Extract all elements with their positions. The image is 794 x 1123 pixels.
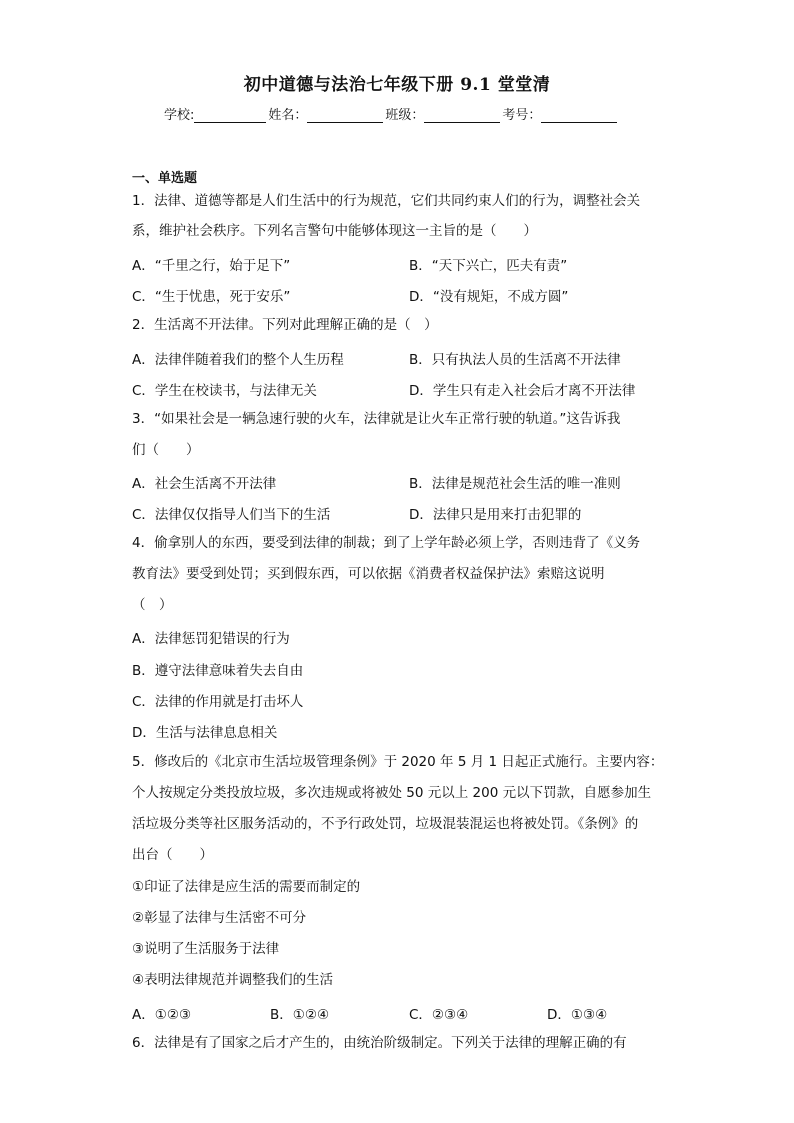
exam-number-label: 考号： <box>502 108 542 123</box>
q1-option-b[interactable]: B．“天下兴亡，匹夫有责” <box>409 258 568 274</box>
q5-stem-line-4: 出台（ ） <box>132 847 213 863</box>
student-info-row <box>164 104 619 123</box>
class-label: 班级： <box>385 108 425 123</box>
q4-option-c[interactable]: C．法律的作用就是打击坏人 <box>132 694 304 710</box>
q3-stem-line-1: 3．“如果社会是一辆急速行驶的火车，法律就是让火车正常行驶的轨道。”这告诉我 <box>132 411 621 427</box>
q5-option-c[interactable]: C．②③④ <box>409 1007 469 1023</box>
q3-option-c[interactable]: C．法律仅仅指导人们当下的生活 <box>132 507 331 523</box>
q2-option-a[interactable]: A．法律伴随着我们的整个人生历程 <box>132 352 344 368</box>
q5-statement-1: ①印证了法律是应生活的需要而制定的 <box>132 879 361 895</box>
q5-statement-2: ②彰显了法律与生活密不可分 <box>132 910 307 926</box>
school-blank[interactable] <box>194 108 266 123</box>
q4-stem-line-1: 4．偷拿别人的东西，要受到法律的制裁；到了上学年龄必须上学，否则违背了《义务 <box>132 535 641 551</box>
q2-stem-line-1: 2．生活离不开法律。下列对此理解正确的是（ ） <box>132 317 438 333</box>
q3-stem-line-2: 们（ ） <box>132 442 200 458</box>
q1-option-c[interactable]: C．“生于忧患，死于安乐” <box>132 289 291 305</box>
q2-option-c[interactable]: C．学生在校读书，与法律无关 <box>132 383 317 399</box>
q6-stem-line-1: 6．法律是有了国家之后才产生的，由统治阶级制定。下列关于法律的理解正确的有 <box>132 1035 627 1051</box>
q1-option-a[interactable]: A．“千里之行，始于足下” <box>132 258 291 274</box>
section-title: 一、单选题 <box>132 171 198 186</box>
class-blank[interactable] <box>424 108 500 123</box>
q5-statement-3: ③说明了生活服务于法律 <box>132 941 280 957</box>
q5-option-a[interactable]: A．①②③ <box>132 1007 192 1023</box>
q3-option-d[interactable]: D．法律只是用来打击犯罪的 <box>409 507 582 523</box>
name-blank[interactable] <box>307 108 383 123</box>
q5-option-b[interactable]: B．①②④ <box>270 1007 330 1023</box>
q4-option-b[interactable]: B．遵守法律意味着失去自由 <box>132 663 304 679</box>
q2-option-d[interactable]: D．学生只有走入社会后才离不开法律 <box>409 383 636 399</box>
q3-option-b[interactable]: B．法律是规范社会生活的唯一准则 <box>409 476 621 492</box>
exam-number-blank[interactable] <box>541 108 617 123</box>
q1-option-d[interactable]: D．“没有规矩，不成方圆” <box>409 289 569 305</box>
q4-stem-line-3: （ ） <box>132 597 173 613</box>
q1-stem-line-1: 1．法律、道德等都是人们生活中的行为规范，它们共同约束人们的行为，调整社会关 <box>132 193 641 209</box>
q4-option-a[interactable]: A．法律惩罚犯错误的行为 <box>132 631 290 647</box>
q5-stem-line-1: 5．修改后的《北京市生活垃圾管理条例》于 2020 年 5 月 1 日起正式施行。主要内容： <box>132 754 664 770</box>
q5-option-d[interactable]: D．①③④ <box>547 1007 608 1023</box>
name-label: 姓名： <box>268 108 308 123</box>
q2-option-b[interactable]: B．只有执法人员的生活离不开法律 <box>409 352 621 368</box>
q5-stem-line-2: 个人按规定分类投放垃圾，多次违规或将被处 50 元以上 200 元以下罚款，自愿参加生 <box>132 785 652 801</box>
page-title: 初中道德与法治七年级下册 9.1 堂堂清 <box>243 75 551 95</box>
q4-option-d[interactable]: D．生活与法律息息相关 <box>132 725 278 741</box>
q3-option-a[interactable]: A．社会生活离不开法律 <box>132 476 277 492</box>
q1-stem-line-2: 系，维护社会秩序。下列名言警句中能够体现这一主旨的是（ ） <box>132 223 537 239</box>
q5-statement-4: ④表明法律规范并调整我们的生活 <box>132 972 334 988</box>
q5-stem-line-3: 活垃圾分类等社区服务活动的，不予行政处罚，垃圾混装混运也将被处罚。《条例》的 <box>132 816 639 832</box>
school-label: 学校: <box>164 108 195 123</box>
q4-stem-line-2: 教育法》要受到处罚；买到假东西，可以依据《消费者权益保护法》索赔这说明 <box>132 566 605 582</box>
